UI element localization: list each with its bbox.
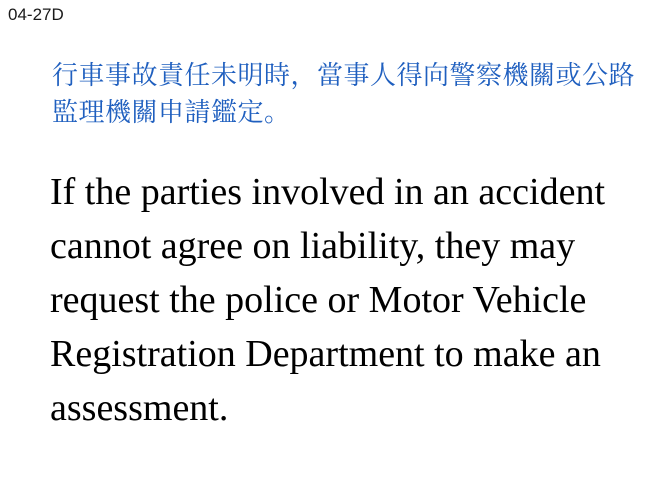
chinese-question-text: 行車事故責任未明時，當事人得向警察機關或公路監理機關申請鑑定。 — [52, 61, 636, 128]
english-translation-text: If the parties involved in an accident cannot agree on liability, they may request the police or Motor Vehicle Registration Department to make an assessment. — [50, 171, 606, 429]
slide-id-label: 04-27D — [8, 5, 64, 24]
